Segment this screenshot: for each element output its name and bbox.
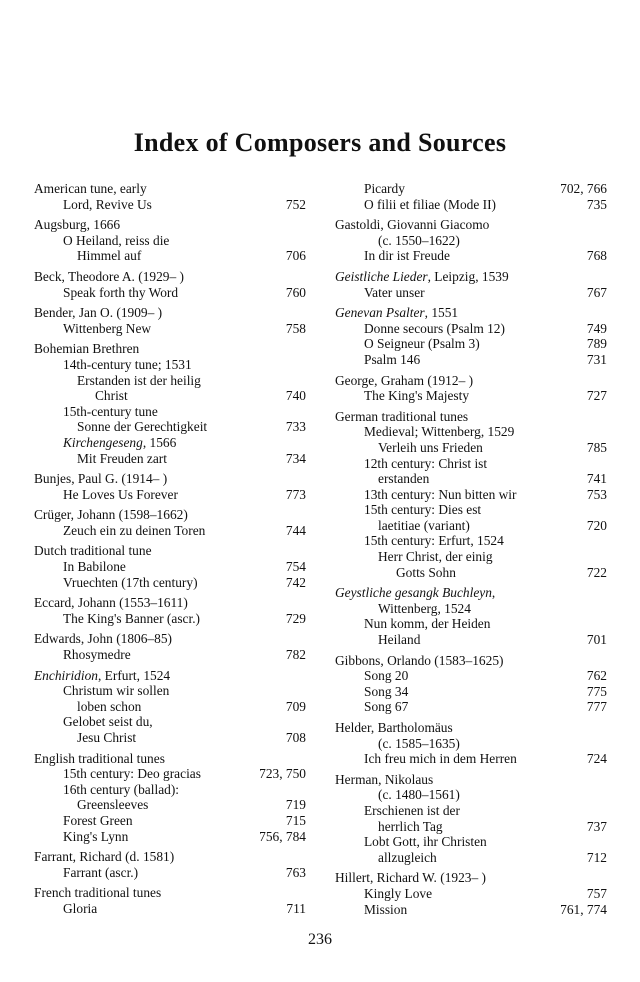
index-entry (34, 181, 306, 212)
hymn-number: 758 (285, 320, 306, 336)
index-line (34, 471, 306, 487)
entry-text: Nun komm, der Heiden (364, 616, 491, 632)
index-entry (34, 668, 306, 746)
index-entry (335, 585, 607, 647)
entry-text: allzugleich (378, 849, 437, 865)
index-entry (34, 751, 306, 845)
index-line (335, 197, 607, 213)
entry-text: Zeuch ein zu deinen Toren (63, 522, 206, 538)
index-line (335, 699, 607, 715)
index-line (34, 305, 306, 321)
hymn-number: 715 (285, 812, 306, 828)
entry-text: Gibbons, Orlando (1583–1625) (335, 652, 504, 668)
entry-text: erstanden (378, 471, 430, 487)
index-line (34, 782, 306, 798)
index-line (34, 373, 306, 389)
hymn-number: 709 (285, 698, 306, 714)
hymn-number: 737 (586, 818, 607, 834)
index-line (34, 575, 306, 591)
entry-text: Lord, Revive Us (63, 196, 152, 212)
hymn-number: 773 (285, 486, 306, 502)
hymn-number: 782 (285, 647, 306, 663)
index-line (335, 217, 607, 233)
entry-text: In dir ist Freude (364, 248, 450, 264)
entry-text: Herman, Nikolaus (335, 771, 434, 787)
index-line (34, 197, 306, 213)
entry-text: Rhosymedre (63, 647, 131, 663)
hymn-number: 720 (586, 517, 607, 533)
index-entry (34, 631, 306, 662)
index-line (335, 653, 607, 669)
entry-text: In Babilone (63, 559, 126, 575)
hymn-number: 731 (586, 351, 607, 367)
entry-text: Erschienen ist der (364, 802, 460, 818)
index-line (34, 181, 306, 197)
hymn-number: 789 (586, 336, 607, 352)
index-line (34, 611, 306, 627)
entry-text: Mission (364, 901, 408, 917)
entry-text: Beck, Theodore A. (1929– ) (34, 268, 184, 284)
hymn-number: 719 (285, 797, 306, 813)
entry-text: Genevan Psalter, 1551 (335, 305, 459, 321)
index-line (34, 269, 306, 285)
hymn-number: 768 (586, 248, 607, 264)
index-entry (34, 269, 306, 300)
index-entry (34, 341, 306, 466)
index-line (34, 714, 306, 730)
index-line (335, 902, 607, 918)
index-line (335, 471, 607, 487)
index-line (34, 523, 306, 539)
entry-text: Wittenberg New (63, 320, 152, 336)
index-line (34, 341, 306, 357)
index-line (34, 730, 306, 746)
entry-text: German traditional tunes (335, 408, 469, 424)
hymn-number: 711 (286, 900, 306, 916)
entry-text: Christ (95, 388, 128, 404)
index-entry (335, 269, 607, 300)
entry-text: Lobt Gott, ihr Christen (364, 834, 487, 850)
hymn-number: 741 (586, 471, 607, 487)
hymn-number: 785 (586, 439, 607, 455)
entry-text: Jesu Christ (77, 730, 137, 745)
hymn-number: 742 (285, 574, 306, 590)
page-title: Index of Composers and Sources (133, 128, 507, 157)
page-number: 236 (308, 931, 332, 948)
index-line (335, 834, 607, 850)
hymn-number: 744 (285, 522, 306, 538)
hymn-number: 735 (586, 196, 607, 212)
entry-text: Geistliche Lieder, Leipzig, 1539 (335, 268, 509, 284)
hymn-number: 740 (285, 388, 306, 404)
entry-text: Farrant (ascr.) (63, 864, 139, 880)
entry-text: The King's Banner (ascr.) (63, 610, 201, 626)
index-line (335, 736, 607, 752)
index-line (335, 870, 607, 886)
index-entry (34, 849, 306, 880)
entry-text: Song 34 (364, 683, 409, 699)
entry-text: 15th century: Dies est (364, 502, 482, 518)
entry-text: O filii et filiae (Mode II) (364, 196, 496, 212)
hymn-number: 706 (285, 248, 306, 264)
index-line (34, 285, 306, 301)
hymn-number: 757 (586, 885, 607, 901)
entry-text: Bohemian Brethren (34, 341, 140, 357)
index-entry (34, 595, 306, 626)
entry-text: Eccard, Johann (1553–1611) (34, 595, 188, 611)
entry-text: Mit Freuden zart (77, 450, 167, 466)
index-line (335, 720, 607, 736)
entry-text: 15th-century tune (63, 403, 158, 419)
index-line (335, 424, 607, 440)
hymn-number: 761, 774 (560, 901, 607, 917)
index-line (34, 849, 306, 865)
index-entry (335, 181, 607, 212)
index-line (34, 559, 306, 575)
index-line (34, 233, 306, 249)
entry-text: Verleih uns Frieden (378, 439, 483, 455)
hymn-number: 763 (285, 864, 306, 880)
entry-text: Kingly Love (364, 885, 433, 901)
entry-text: 16th century (ballad): (63, 781, 180, 797)
entry-text: Sonne der Gerechtigkeit (77, 419, 208, 435)
entry-text: Forest Green (63, 812, 133, 828)
hymn-number: 767 (586, 284, 607, 300)
index-line (34, 647, 306, 663)
index-line (335, 772, 607, 788)
hymn-number: 722 (586, 564, 607, 580)
index-line (34, 683, 306, 699)
hymn-number: 702, 766 (560, 181, 607, 196)
entry-text: Enchiridion, Erfurt, 1524 (34, 667, 171, 683)
entry-text: Heiland (378, 632, 421, 648)
index-line (335, 181, 607, 197)
entry-text: Donne secours (Psalm 12) (364, 320, 505, 336)
hymn-number: 712 (586, 849, 607, 865)
index-entry (335, 409, 607, 581)
index-line (335, 373, 607, 389)
entry-text: 15th century: Deo gracias (63, 766, 201, 782)
entry-text: Gelobet seist du, (63, 714, 153, 730)
entry-text: Vruechten (17th century) (63, 574, 198, 590)
hymn-number: 727 (586, 388, 607, 404)
entry-text: Edwards, John (1806–85) (34, 631, 172, 647)
entry-text: French traditional tunes (34, 885, 162, 901)
index-line (34, 699, 306, 715)
entry-text: Picardy (364, 181, 405, 196)
index-line (335, 850, 607, 866)
index-entry (335, 217, 607, 264)
entry-text: Vater unser (364, 284, 425, 300)
index-line (335, 285, 607, 301)
entry-text: (c. 1585–1635) (378, 735, 460, 751)
index-line (34, 217, 306, 233)
index-line (335, 616, 607, 632)
entry-text: Psalm 146 (364, 351, 421, 367)
entry-text: Christum wir sollen (63, 683, 170, 699)
index-column-right (335, 181, 607, 922)
index-line (335, 751, 607, 767)
entry-text: Hillert, Richard W. (1923– ) (335, 870, 486, 886)
index-line (335, 336, 607, 352)
index-entry (335, 772, 607, 866)
entry-text: (c. 1480–1561) (378, 787, 460, 803)
index-line (335, 321, 607, 337)
index-line (34, 885, 306, 901)
entry-text: Ich freu mich in dem Herren (364, 751, 517, 767)
index-line (34, 901, 306, 917)
index-line (34, 321, 306, 337)
index-line (335, 819, 607, 835)
hymn-number: 723, 750 (259, 766, 306, 782)
entry-text: Herr Christ, der einig (378, 549, 493, 565)
index-line (335, 388, 607, 404)
entry-text: Bunjes, Paul G. (1914– ) (34, 471, 168, 487)
index-entry (34, 885, 306, 916)
entry-text: loben schon (77, 698, 142, 714)
entry-text: English traditional tunes (34, 750, 165, 766)
entry-text: Wittenberg, 1524 (378, 600, 471, 616)
index-line (335, 440, 607, 456)
index-line (34, 813, 306, 829)
index-line (335, 684, 607, 700)
index-entry (335, 720, 607, 767)
index-line (335, 305, 607, 321)
index-line (335, 248, 607, 264)
hymn-number: 756, 784 (259, 828, 306, 844)
hymn-number: 760 (285, 284, 306, 300)
entry-text: Gotts Sohn (396, 564, 456, 580)
index-line (34, 419, 306, 435)
index-line (34, 435, 306, 451)
index-line (34, 248, 306, 264)
hymn-number: 754 (285, 559, 306, 575)
entry-text: 13th century: Nun bitten wir (364, 486, 517, 502)
hymn-number: 701 (586, 632, 607, 648)
entry-text: Geystliche gesangk Buchleyn, (335, 585, 496, 601)
index-line (335, 585, 607, 601)
entry-text: Song 67 (364, 699, 409, 715)
index-line (34, 451, 306, 467)
entry-text: laetitiae (variant) (378, 517, 470, 533)
index-line (34, 668, 306, 684)
index-line (34, 507, 306, 523)
entry-text: Gastoldi, Giovanni Giacomo (335, 217, 490, 233)
hymn-number: 708 (285, 730, 306, 745)
entry-text: herrlich Tag (378, 818, 443, 834)
index-line (335, 352, 607, 368)
entry-text: American tune, early (34, 181, 147, 196)
index-entry (34, 471, 306, 502)
index-entry (335, 653, 607, 715)
hymn-number: 724 (586, 751, 607, 767)
hymn-number: 752 (285, 196, 306, 212)
index-line (335, 565, 607, 581)
entry-text: 12th century: Christ ist (364, 455, 488, 471)
index-line (335, 269, 607, 285)
index-entry (335, 373, 607, 404)
index-line (335, 409, 607, 425)
index-entry (34, 507, 306, 538)
index-line (34, 487, 306, 503)
entry-text: 14th-century tune; 1531 (63, 356, 192, 372)
entry-text: (c. 1550–1622) (378, 232, 460, 248)
entry-text: Bender, Jan O. (1909– ) (34, 305, 163, 321)
index-line (34, 543, 306, 559)
entry-text: Helder, Bartholomäus (335, 720, 453, 735)
hymn-number: 777 (586, 699, 607, 715)
index-line (34, 797, 306, 813)
index-line (34, 751, 306, 767)
entry-text: Gloria (63, 900, 98, 916)
entry-text: King's Lynn (63, 828, 129, 844)
index-entry (34, 543, 306, 590)
index-line (335, 787, 607, 803)
entry-text: O Seigneur (Psalm 3) (364, 336, 480, 352)
index-line (34, 404, 306, 420)
index-line (335, 601, 607, 617)
entry-text: Greensleeves (77, 797, 149, 813)
index-line (335, 886, 607, 902)
entry-text: Himmel auf (77, 248, 142, 264)
index-line (335, 233, 607, 249)
entry-text: He Loves Us Forever (63, 486, 178, 502)
index-entry (335, 305, 607, 367)
hymn-number: 729 (285, 610, 306, 626)
entry-text: O Heiland, reiss die (63, 232, 170, 248)
index-line (34, 766, 306, 782)
index-entry (34, 305, 306, 336)
index-entry (335, 870, 607, 917)
entry-text: 15th century: Erfurt, 1524 (364, 533, 504, 549)
entry-text: Song 20 (364, 668, 409, 684)
index-column-left (34, 181, 306, 922)
entry-text: Erstanden ist der heilig (77, 372, 201, 388)
entry-text: Augsburg, 1666 (34, 217, 121, 233)
entry-text: The King's Majesty (364, 388, 470, 404)
index-line (34, 829, 306, 845)
entry-text: George, Graham (1912– ) (335, 372, 474, 388)
index-line (34, 388, 306, 404)
index-line (34, 631, 306, 647)
hymn-number: 749 (586, 320, 607, 336)
hymn-number: 733 (285, 419, 306, 435)
index-line (335, 549, 607, 565)
hymn-number: 734 (285, 450, 306, 466)
entry-text: Kirchengeseng, 1566 (63, 434, 177, 450)
index-line (335, 533, 607, 549)
hymn-number: 775 (586, 683, 607, 699)
hymn-number: 753 (586, 486, 607, 502)
hymn-number: 762 (586, 668, 607, 684)
index-entry (34, 217, 306, 264)
entry-text: Farrant, Richard (d. 1581) (34, 849, 175, 865)
entry-text: Medieval; Wittenberg, 1529 (364, 424, 515, 440)
index-line (335, 456, 607, 472)
entry-text: Crüger, Johann (1598–1662) (34, 507, 188, 523)
entry-text: Dutch traditional tune (34, 543, 152, 559)
index-line (34, 595, 306, 611)
index-line (34, 865, 306, 881)
index-line (34, 357, 306, 373)
index-line (335, 502, 607, 518)
index-line (335, 668, 607, 684)
index-line (335, 803, 607, 819)
index-line (335, 632, 607, 648)
index-line (335, 518, 607, 534)
index-line (335, 487, 607, 503)
entry-text: Speak forth thy Word (63, 284, 179, 300)
